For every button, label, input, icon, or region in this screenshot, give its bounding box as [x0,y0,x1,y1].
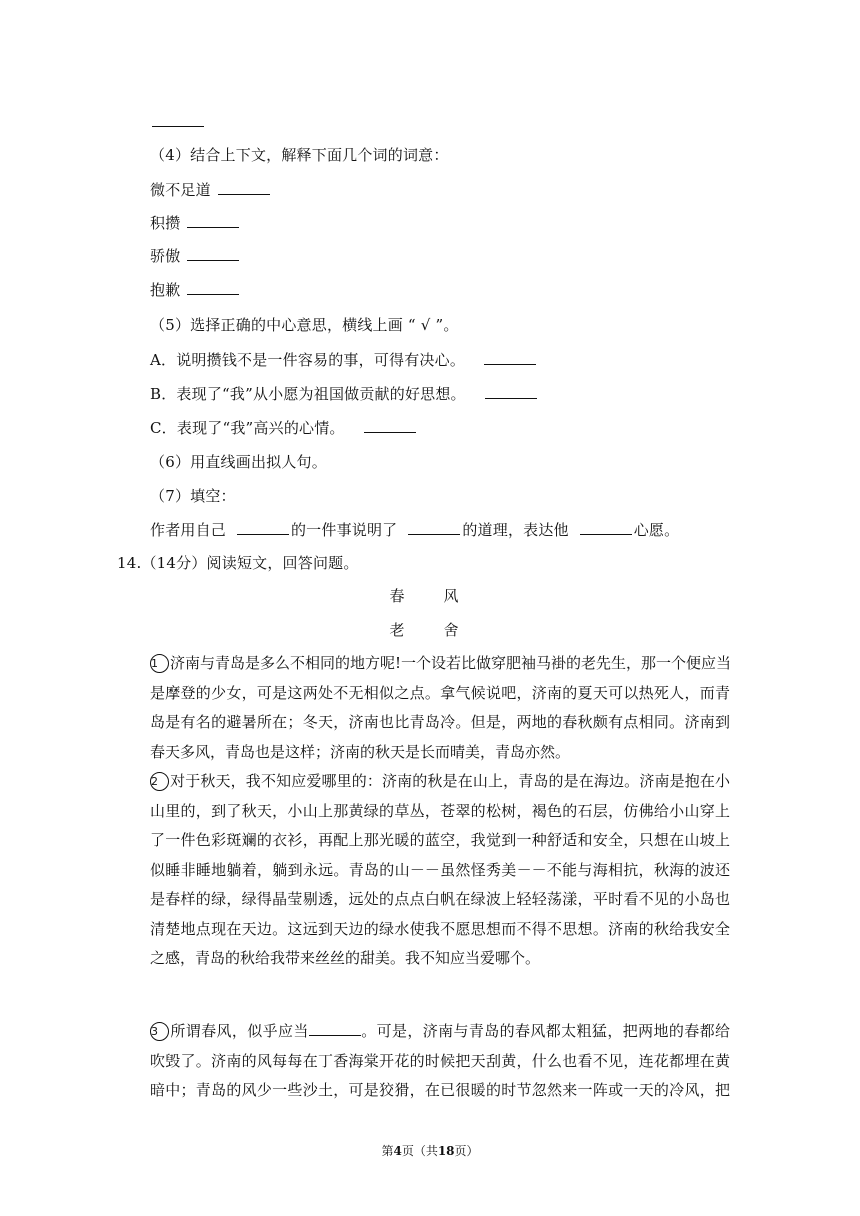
fill-text: 的一件事说明了 [290,521,398,539]
footer-total-pages: 18 [437,1144,455,1158]
paragraph-1 [150,649,730,767]
q14-header: 14.（14分）阅读短文，回答问题。 [117,554,359,572]
word-item-2 [150,213,241,233]
answer-blank[interactable] [364,418,416,433]
paragraph-number: 1 [150,654,169,673]
word-label: 骄傲 [150,247,181,265]
answer-blank[interactable] [218,180,270,195]
footer-mid: 页（共 [401,1144,438,1158]
line-text: 济南与青岛是多么不相同的地方呢!一个设若比做穿肥袖马褂的老先生，那一个便应当 [170,654,732,672]
paragraph-line: 了一件色彩斑斓的衣衫，再配上那光暖的蓝空，我觉到一种舒适和安全，只想在山坡上 [150,831,730,849]
footer-suffix: 页） [454,1144,479,1158]
option-c [150,418,418,438]
option-a [150,350,538,370]
answer-blank[interactable] [309,1021,361,1036]
q13-sub5-title: （5）选择正确的中心意思，横线上画 “ √ ”。 [150,316,459,334]
answer-blank[interactable] [187,280,239,295]
paragraph-line: 是春样的绿，绿得晶莹剔透，远处的点点白帆在绿波上轻轻荡漾，平时看不见的小岛也 [150,890,730,908]
answer-blank[interactable] [408,520,460,535]
q13-sub4-title: （4）结合上下文，解释下面几个词的词意： [150,146,449,164]
line-text: 对于秋天，我不知应爱哪里的：济南的秋是在山上，青岛的是在海边。济南是抱在小 [170,772,730,790]
paragraph-line: 暗中；青岛的风少一些沙土，可是狡猾，在已很暖的时节忽然来一阵或一天的冷风，把 [150,1081,730,1099]
paragraph-line: 岛是有名的避暑所在；冬天，济南也比青岛冷。但是，两地的春秋颇有点相同。济南到 [150,713,730,731]
paragraph-line [150,649,730,679]
passage-title: 春 风 [389,587,471,605]
q13-sub7-title: （7）填空： [150,487,236,505]
word-label: 微不足道 [150,181,211,199]
paragraph-line: 吹毁了。济南的风每每在丁香海棠开花的时候把天刮黄，什么也看不见，连花都埋在黄 [150,1051,730,1070]
option-text: A．说明攒钱不是一件容易的事，可得有决心。 [150,351,466,369]
answer-blank[interactable] [237,520,289,535]
paragraph-line: 春天多风，青岛也是这样；济南的秋天是长而晴美，青岛亦然。 [150,742,571,761]
passage-author: 老 舍 [389,621,471,639]
footer-page-number: 4 [393,1144,402,1158]
page-footer [0,1143,860,1159]
word-item-3 [150,246,241,266]
paragraph-line: 之感，青岛的秋给我带来丝丝的甜美。我不知应当爱哪个。 [150,949,541,967]
answer-blank-previous[interactable] [152,112,204,127]
paragraph-line [150,1017,730,1047]
answer-blank[interactable] [187,213,239,228]
fill-text: 的道理，表达他 [462,521,569,539]
line-text: 。可是，济南与青岛的春风都太粗猛，把两地的春都给 [360,1022,730,1040]
paragraph-number: 2 [150,772,169,791]
paragraph-2 [150,767,730,974]
word-item-4 [150,280,241,300]
option-b [150,384,539,404]
answer-blank[interactable] [187,246,239,261]
fill-sentence [150,520,679,540]
line-text: 所谓春风，似乎应当 [170,1022,309,1040]
option-text: C．表现了“我”高兴的心情。 [150,419,345,437]
answer-blank[interactable] [484,350,536,365]
footer-prefix: 第 [381,1144,394,1158]
paragraph-line: 山里的，到了秋天，小山上那黄绿的草丛，苍翠的松树，褐色的石层，仿佛给小山穿上 [150,801,730,820]
paragraph-line: 清楚地点现在天边。这远到天边的绿水使我不愿思想而不得不思想。济南的秋给我安全 [150,919,730,938]
answer-blank[interactable] [580,520,632,535]
word-label: 积攒 [150,214,181,232]
paragraph-line: 似睡非睡地躺着，躺到永远。青岛的山－－虽然怪秀美－－不能与海相抗，秋海的波还 [150,860,730,879]
paragraph-3 [150,1017,730,1106]
paragraph-line [150,767,730,797]
fill-text: 心愿。 [633,521,680,539]
paragraph-number: 3 [150,1022,169,1041]
answer-blank[interactable] [485,384,537,399]
option-text: B．表现了“我”从小愿为祖国做贡献的好思想。 [150,385,466,403]
paragraph-line: 是摩登的少女，可是这两处不无相似之点。拿气候说吧，济南的夏天可以热死人，而青 [150,683,730,702]
q13-sub6-title: （6）用直线画出拟人句。 [150,453,327,471]
word-item-1 [150,180,272,200]
fill-text: 作者用自己 [150,521,227,539]
word-label: 抱歉 [150,281,181,299]
